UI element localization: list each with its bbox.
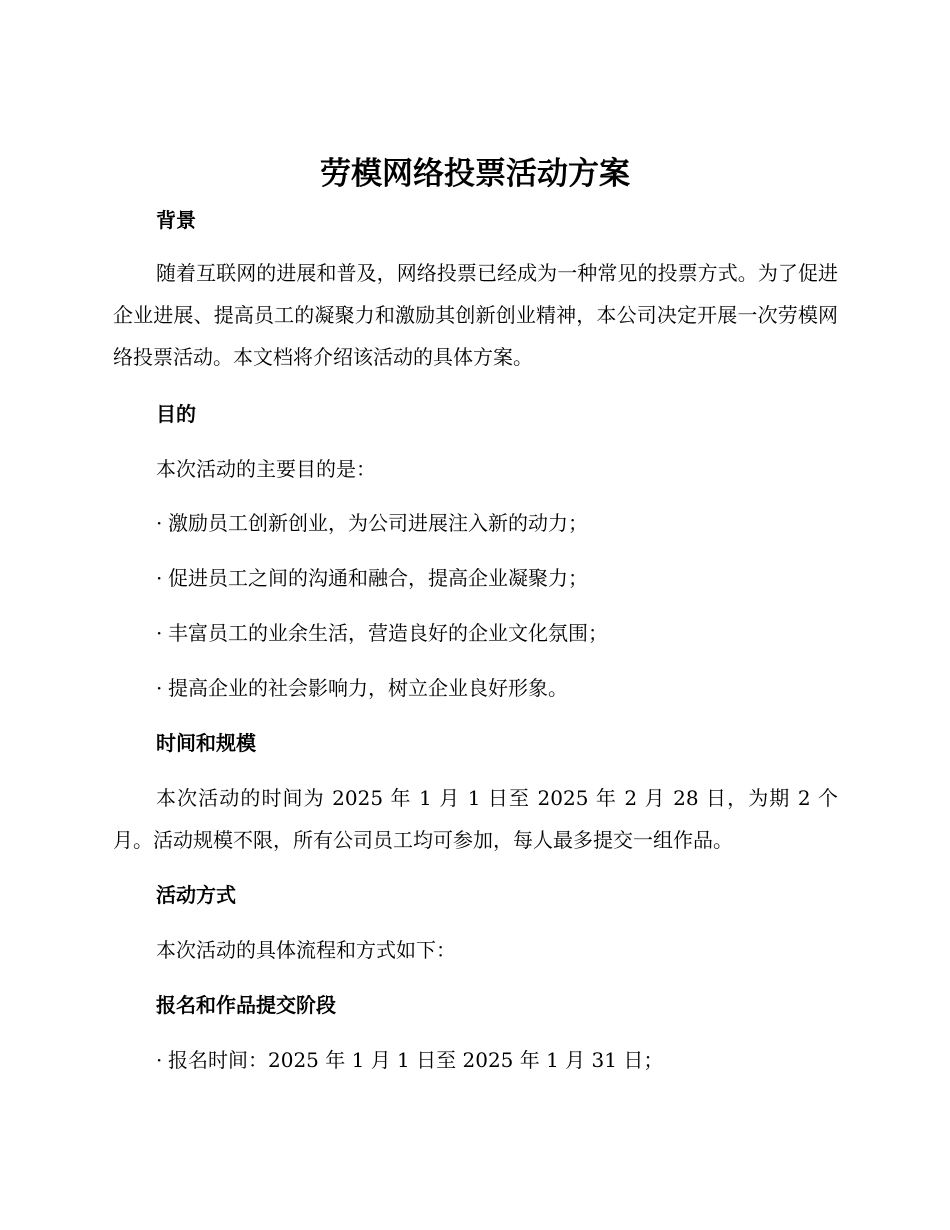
- bullet-mark: ·: [156, 566, 163, 590]
- bullet-mark: ·: [156, 676, 163, 700]
- list-item-text: 提高企业的社会影响力，树立企业良好形象。: [168, 676, 568, 700]
- heading-time-scale: 时间和规模: [156, 731, 256, 755]
- paragraph-time-scale: 本次活动的时间为 2025 年 1 月 1 日至 2025 年 2 月 28 日，为期 2 个月。活动规模不限，所有公司员工均可参加，每人最多提交一组作品。: [113, 786, 838, 852]
- heading-purpose: 目的: [156, 402, 196, 426]
- purpose-intro: 本次活动的主要目的是：: [156, 457, 376, 481]
- heading-registration: 报名和作品提交阶段: [156, 993, 336, 1017]
- bullet-mark: ·: [156, 621, 163, 645]
- paragraph-background: 随着互联网的进展和普及，网络投票已经成为一种常见的投票方式。为了促进企业进展、提高员工的凝聚力和激励其创新创业精神，本公司决定开展一次劳模网络投票活动。本文档将介绍该活动的具体方案。: [113, 261, 838, 369]
- bullet-mark: ·: [156, 511, 163, 535]
- list-item: [156, 618, 608, 648]
- list-item: [156, 673, 568, 703]
- bullet-mark: ·: [156, 1048, 163, 1072]
- list-item: [156, 508, 588, 538]
- heading-method: 活动方式: [156, 883, 236, 907]
- list-item: [156, 1045, 663, 1075]
- list-item-text: 丰富员工的业余生活，营造良好的企业文化氛围；: [168, 621, 608, 645]
- document-title: 劳模网络投票活动方案: [320, 156, 630, 192]
- heading-background: 背景: [156, 208, 196, 232]
- list-item: [156, 563, 588, 593]
- list-item-text: 激励员工创新创业，为公司进展注入新的动力；: [168, 511, 588, 535]
- method-intro: 本次活动的具体流程和方式如下：: [156, 938, 456, 962]
- list-item-text: 促进员工之间的沟通和融合，提高企业凝聚力；: [168, 566, 588, 590]
- list-item-text: 报名时间：2025 年 1 月 1 日至 2025 年 1 月 31 日；: [168, 1048, 664, 1072]
